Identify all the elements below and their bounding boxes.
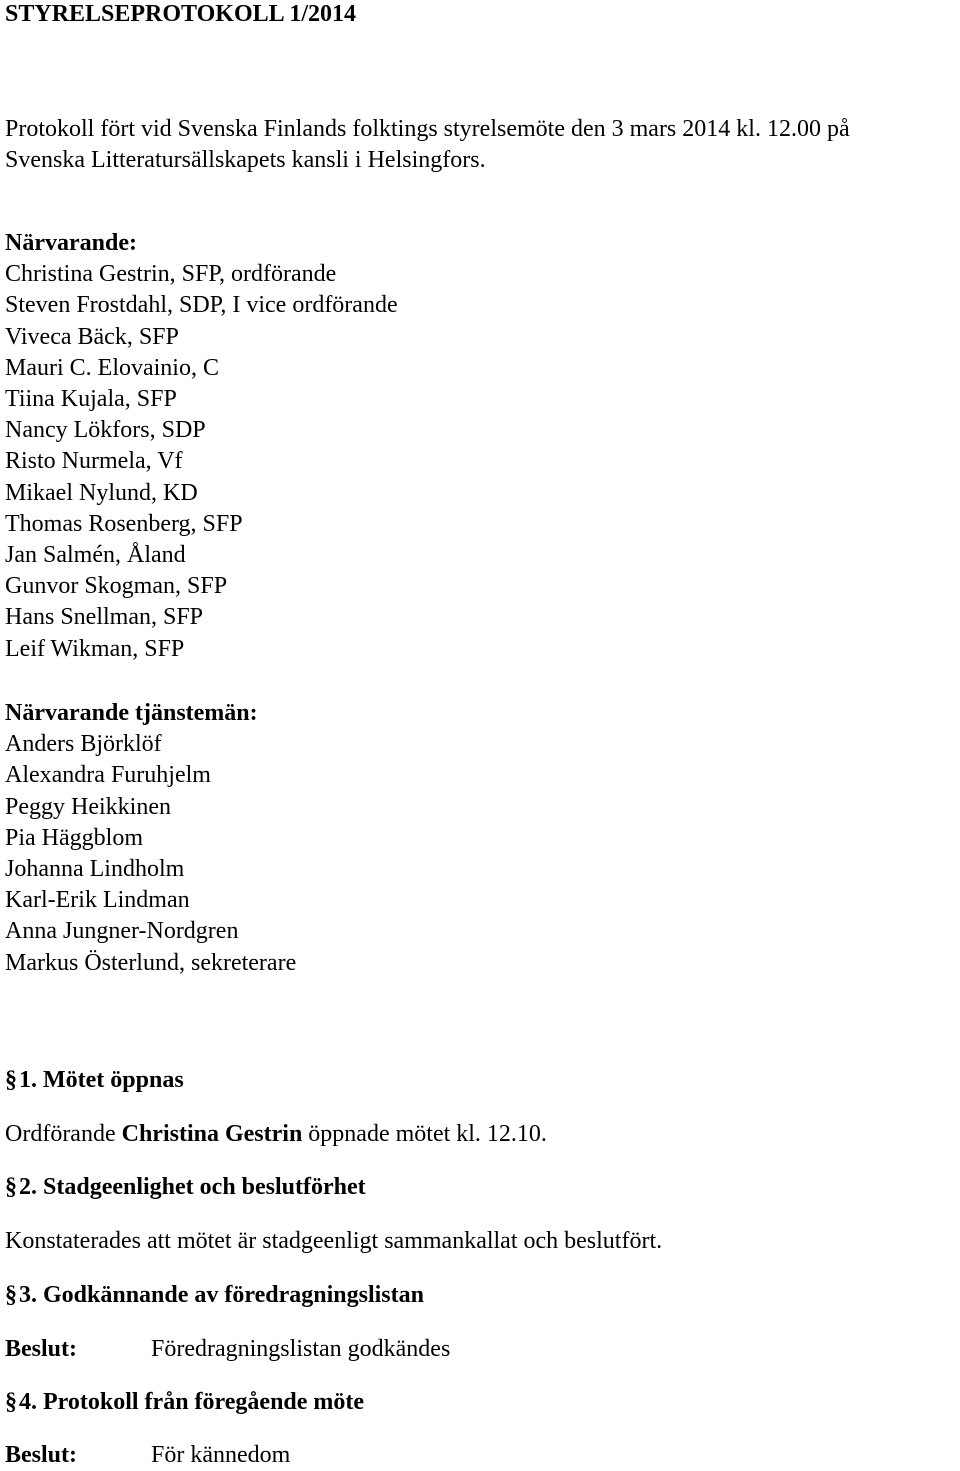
section-1-text-post: öppnade mötet kl. 12.10.: [302, 1121, 547, 1147]
section-2-text: Konstaterades att mötet är stadgeenligt sammankallat och beslutfört.: [5, 1228, 663, 1254]
section-3-beslut-value: Föredragningslistan godkändes: [151, 1336, 451, 1362]
official: Johanna Lindholm: [5, 856, 185, 883]
officials-list: [5, 698, 296, 979]
official: Anna Jungner-Nordgren: [5, 918, 239, 945]
section-4-heading: [5, 1387, 364, 1418]
section-symbol: §: [5, 1389, 17, 1415]
attendee: Tiina Kujala, SFP: [5, 386, 177, 413]
attendees-list: [5, 228, 398, 665]
section-1-text-pre: Ordförande: [5, 1121, 122, 1147]
attendee: Gunvor Skogman, SFP: [5, 573, 228, 600]
intro-paragraph: [5, 114, 955, 176]
attendee: Steven Frostdahl, SDP, I vice ordförande: [5, 292, 398, 319]
section-2-title: 2. Stadgeenlighet och beslutförhet: [19, 1174, 366, 1200]
attendee: Jan Salmén, Åland: [5, 542, 186, 569]
section-3-beslut-label: Beslut:: [5, 1336, 77, 1362]
section-1-text: [5, 1119, 547, 1150]
attendee: Mikael Nylund, KD: [5, 479, 198, 506]
section-1-heading: [5, 1065, 184, 1096]
official: Markus Österlund, sekreterare: [5, 949, 297, 976]
section-3-title: 3. Godkännande av föredragningslistan: [19, 1282, 424, 1308]
intro-line-2: Svenska Litteratursällskapets kansli i Helsingfors.: [5, 147, 486, 174]
chair-name: Christina Gestrin: [121, 1121, 303, 1147]
section-1-title: 1. Mötet öppnas: [19, 1067, 184, 1093]
attendee: Viveca Bäck, SFP: [5, 323, 179, 350]
official: Karl-Erik Lindman: [5, 887, 190, 914]
document-title: STYRELSEPROTOKOLL 1/2014: [5, 1, 356, 27]
section-4-title: 4. Protokoll från föregående möte: [19, 1389, 365, 1415]
attendee: Risto Nurmela, Vf: [5, 448, 183, 475]
attendees-heading: Närvarande:: [5, 230, 137, 256]
officials-heading: Närvarande tjänstemän:: [5, 700, 258, 726]
official: Anders Björklöf: [5, 731, 162, 758]
section-symbol: §: [5, 1174, 17, 1200]
official: Pia Häggblom: [5, 824, 143, 851]
attendee: Nancy Lökfors, SDP: [5, 417, 206, 444]
section-2-heading: [5, 1172, 366, 1203]
section-symbol: §: [5, 1067, 17, 1093]
section-4-beslut-value: För kännedom: [151, 1442, 291, 1468]
section-3-heading: [5, 1280, 424, 1311]
official: Alexandra Furuhjelm: [5, 762, 211, 789]
attendee: Hans Snellman, SFP: [5, 604, 204, 631]
intro-line-1: Protokoll fört vid Svenska Finlands folktings styrelsemöte den 3 mars 2014 kl. 12.00 på: [5, 116, 850, 142]
attendee: Christina Gestrin, SFP, ordförande: [5, 261, 337, 288]
attendee: Mauri C. Elovainio, C: [5, 354, 219, 381]
attendee: Leif Wikman, SFP: [5, 635, 185, 662]
official: Peggy Heikkinen: [5, 793, 171, 820]
section-4-beslut-label: Beslut:: [5, 1442, 77, 1468]
section-symbol: §: [5, 1282, 17, 1308]
attendee: Thomas Rosenberg, SFP: [5, 510, 243, 537]
